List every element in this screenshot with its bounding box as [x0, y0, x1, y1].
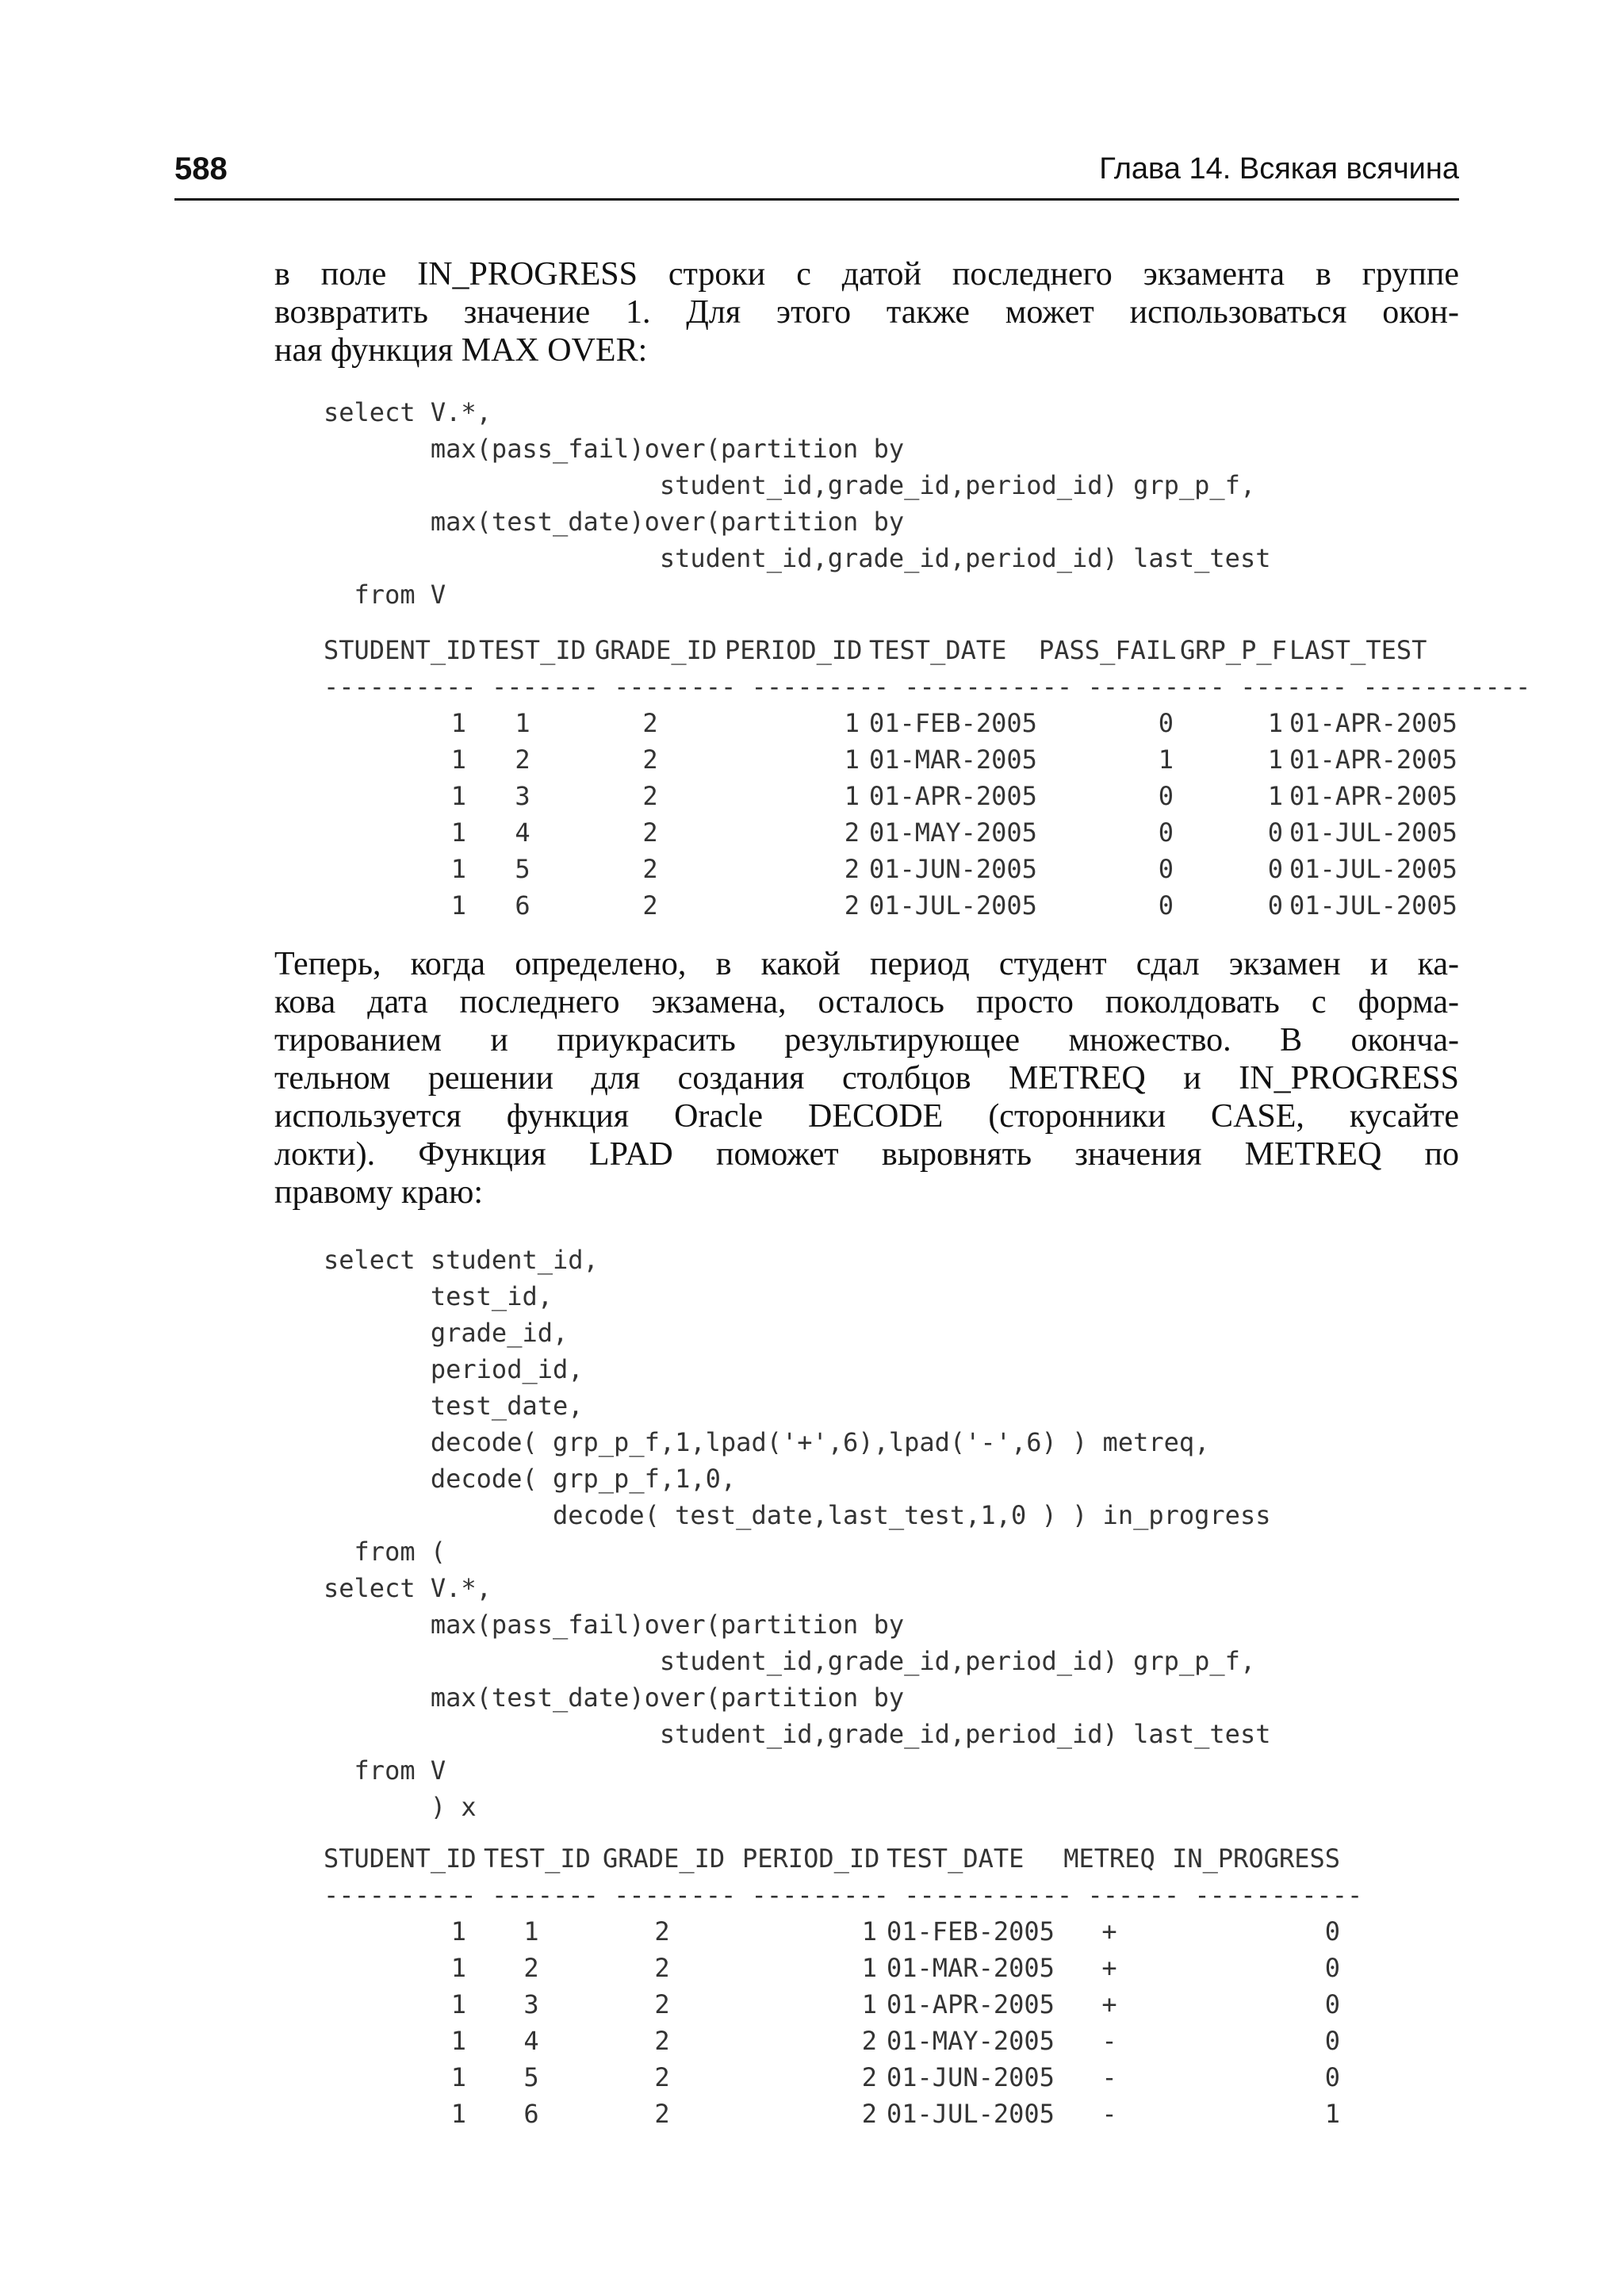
separator-cell: ----------- — [1362, 672, 1531, 702]
running-header — [174, 147, 1459, 201]
separator-cell: ----------- — [904, 1880, 1073, 1910]
text-line: Теперь, когда определено, в какой период студент сдал экзамен и ка- — [274, 946, 1459, 982]
table-cell: 1 — [1267, 781, 1283, 811]
table-cell: 2 — [642, 781, 658, 811]
table-cell: 0 — [1158, 890, 1174, 921]
table-cell: 1 — [450, 781, 466, 811]
table-cell: 0 — [1158, 854, 1174, 884]
table-cell: 2 — [642, 745, 658, 775]
table-cell: 6 — [515, 890, 530, 921]
code-line: student_id,grade_id,period_id) grp_p_f, — [324, 1646, 1256, 1676]
table-cell: 01-JUL-2005 — [869, 890, 1037, 921]
table-cell: 1 — [450, 1953, 466, 1983]
code-line: student_id,grade_id,period_id) last_test — [324, 543, 1271, 573]
table-cell: 0 — [1324, 1989, 1340, 2019]
table-cell: 01-JUN-2005 — [869, 854, 1037, 884]
table-cell: 01-APR-2005 — [1289, 781, 1457, 811]
table-cell: 1 — [844, 781, 860, 811]
separator-cell: -------- — [614, 672, 737, 702]
table-cell: 2 — [844, 890, 860, 921]
code-line: max(pass_fail)over(partition by — [324, 1610, 905, 1640]
table-cell: 0 — [1324, 2026, 1340, 2056]
table-cell: 0 — [1267, 854, 1283, 884]
table-cell: 1 — [1267, 708, 1283, 738]
column-header: GRADE_ID — [603, 1843, 726, 1874]
table-cell: 2 — [654, 2099, 670, 2129]
table-cell: 0 — [1324, 1916, 1340, 1947]
table-cell: 2 — [861, 2062, 877, 2092]
table-cell: 0 — [1158, 708, 1174, 738]
chapter-title: Глава 14. Всякая всячина — [1099, 152, 1459, 186]
column-header: PERIOD_ID — [742, 1843, 880, 1874]
text-line: ная функция MAX OVER: — [274, 332, 648, 369]
code-line: select V.*, — [324, 1573, 492, 1603]
page-number: 588 — [174, 151, 228, 186]
column-header: TEST_DATE — [869, 635, 1007, 665]
table-cell: 2 — [654, 2026, 670, 2056]
code-line: period_id, — [324, 1354, 584, 1384]
table-cell: 1 — [450, 708, 466, 738]
separator-cell: --------- — [751, 1880, 889, 1910]
table-cell: 01-MAR-2005 — [887, 1953, 1055, 1983]
column-header: TEST_ID — [479, 635, 586, 665]
table-cell: 2 — [642, 708, 658, 738]
table-cell: 0 — [1267, 817, 1283, 848]
separator-cell: ----------- — [1194, 1880, 1363, 1910]
code-line: student_id,grade_id,period_id) last_test — [324, 1719, 1271, 1749]
table-cell: 1 — [861, 1989, 877, 2019]
table-cell: 6 — [523, 2099, 539, 2129]
table-cell: 4 — [523, 2026, 539, 2056]
table-cell: 3 — [523, 1989, 539, 2019]
separator-cell: --------- — [751, 672, 889, 702]
paragraph-intro — [274, 255, 1459, 369]
separator-cell: ---------- — [324, 1880, 477, 1910]
table-cell: 01-MAY-2005 — [887, 2026, 1055, 2056]
code-line: ) x — [324, 1792, 477, 1822]
code-line: select V.*, — [324, 397, 492, 427]
table-cell: 2 — [861, 2026, 877, 2056]
column-header: TEST_DATE — [887, 1843, 1025, 1874]
table-cell: 2 — [844, 854, 860, 884]
column-header: LAST_TEST — [1289, 635, 1427, 665]
table-cell: 01-APR-2005 — [887, 1989, 1055, 2019]
text-line: тированием и приукрасить результирующее множество. В оконча- — [274, 1022, 1459, 1058]
table-cell: 01-MAY-2005 — [869, 817, 1037, 848]
table-cell: 2 — [654, 1916, 670, 1947]
code-listing-max-over — [324, 394, 1270, 613]
table-cell: + — [1101, 1989, 1117, 2019]
table-cell: 2 — [642, 854, 658, 884]
table-cell: 01-JUL-2005 — [1289, 817, 1457, 848]
code-line: from ( — [324, 1537, 446, 1567]
table-cell: 2 — [861, 2099, 877, 2129]
table-cell: + — [1101, 1953, 1117, 1983]
table-cell: 01-FEB-2005 — [869, 708, 1037, 738]
table-cell: 01-FEB-2005 — [887, 1916, 1055, 1947]
table-cell: 1 — [450, 2099, 466, 2129]
text-line: в поле IN_PROGRESS строки с датой последнего экзамента в группе — [274, 256, 1459, 293]
table-cell: 01-APR-2005 — [869, 781, 1037, 811]
code-line: max(test_date)over(partition by — [324, 507, 905, 537]
code-line: decode( grp_p_f,1,0, — [324, 1464, 737, 1494]
separator-cell: ----------- — [904, 672, 1073, 702]
table-cell: 0 — [1267, 890, 1283, 921]
code-line: select student_id, — [324, 1245, 599, 1275]
column-header: TEST_ID — [484, 1843, 591, 1874]
table-cell: 01-JUL-2005 — [887, 2099, 1055, 2129]
table-cell: 2 — [654, 1953, 670, 1983]
separator-cell: ------- — [491, 672, 599, 702]
text-line: правому краю: — [274, 1174, 484, 1211]
code-line: max(test_date)over(partition by — [324, 1682, 905, 1713]
table-cell: 01-APR-2005 — [1289, 745, 1457, 775]
table-cell: 2 — [844, 817, 860, 848]
table-cell: 1 — [861, 1916, 877, 1947]
table-cell: 2 — [654, 2062, 670, 2092]
table-cell: 1 — [1324, 2099, 1340, 2129]
separator-cell: -------- — [614, 1880, 737, 1910]
table-cell: 01-JUL-2005 — [1289, 890, 1457, 921]
table-cell: - — [1101, 2099, 1117, 2129]
code-line: grade_id, — [324, 1318, 569, 1348]
column-header: STUDENT_ID — [324, 1843, 477, 1874]
column-header: PASS_FAIL — [1039, 635, 1177, 665]
table-cell: 1 — [450, 1916, 466, 1947]
table-cell: 3 — [515, 781, 530, 811]
table-cell: 01-APR-2005 — [1289, 708, 1457, 738]
text-line: возвратить значение 1. Для этого также может использоваться окон- — [274, 294, 1459, 331]
table-cell: 0 — [1158, 817, 1174, 848]
table-cell: 01-MAR-2005 — [869, 745, 1037, 775]
code-line: decode( grp_p_f,1,lpad('+',6),lpad('-',6) ) metreq, — [324, 1427, 1210, 1457]
text-line: кова дата последнего экзамена, осталось просто поколдовать с форма- — [274, 984, 1459, 1020]
table-cell: 1 — [844, 708, 860, 738]
table-cell: 0 — [1158, 781, 1174, 811]
table-cell: 1 — [1267, 745, 1283, 775]
code-line: from V — [324, 1755, 446, 1786]
column-header: GRP_P_F — [1180, 635, 1287, 665]
table-cell: 1 — [861, 1953, 877, 1983]
column-header: METREQ — [1063, 1843, 1155, 1874]
table-cell: 2 — [642, 890, 658, 921]
table-cell: 2 — [515, 745, 530, 775]
code-line: test_id, — [324, 1281, 553, 1311]
table-cell: 2 — [523, 1953, 539, 1983]
table-cell: - — [1101, 2026, 1117, 2056]
table-cell: 1 — [450, 1989, 466, 2019]
text-line: локти). Функция LPAD поможет выровнять значения METREQ по — [274, 1136, 1459, 1173]
code-line: from V — [324, 580, 446, 610]
table-cell: - — [1101, 2062, 1117, 2092]
table-cell: 4 — [515, 817, 530, 848]
table-cell: 1 — [450, 890, 466, 921]
column-header: GRADE_ID — [595, 635, 718, 665]
code-line: student_id,grade_id,period_id) grp_p_f, — [324, 470, 1256, 500]
table-cell: 1 — [523, 1916, 539, 1947]
table-cell: + — [1101, 1916, 1117, 1947]
code-line: test_date, — [324, 1391, 584, 1421]
separator-cell: ------ — [1087, 1880, 1180, 1910]
column-header: IN_PROGRESS — [1172, 1843, 1340, 1874]
table-cell: 1 — [450, 854, 466, 884]
table-cell: 1 — [1158, 745, 1174, 775]
text-line: тельном решении для создания столбцов METREQ и IN_PROGRESS — [274, 1060, 1459, 1097]
table-cell: 1 — [450, 817, 466, 848]
code-line: decode( test_date,last_test,1,0 ) ) in_progress — [324, 1500, 1271, 1530]
table-cell: 2 — [642, 817, 658, 848]
separator-cell: ------- — [491, 1880, 599, 1910]
table-cell: 1 — [515, 708, 530, 738]
code-listing-decode — [324, 1242, 1270, 1825]
table-cell: 5 — [523, 2062, 539, 2092]
column-header: PERIOD_ID — [725, 635, 863, 665]
column-header: STUDENT_ID — [324, 635, 477, 665]
table-cell: 5 — [515, 854, 530, 884]
table-cell: 01-JUN-2005 — [887, 2062, 1055, 2092]
code-line: max(pass_fail)over(partition by — [324, 434, 905, 464]
table-cell: 2 — [654, 1989, 670, 2019]
separator-cell: --------- — [1087, 672, 1225, 702]
table-cell: 0 — [1324, 1953, 1340, 1983]
table-cell: 1 — [450, 745, 466, 775]
table-cell: 0 — [1324, 2062, 1340, 2092]
table-cell: 01-JUL-2005 — [1289, 854, 1457, 884]
paragraph-explanation — [274, 945, 1459, 1212]
table-cell: 1 — [450, 2026, 466, 2056]
table-cell: 1 — [450, 2062, 466, 2092]
text-line: используется функция Oracle DECODE (сторонники CASE, кусайте — [274, 1098, 1459, 1135]
table-cell: 1 — [844, 745, 860, 775]
separator-cell: ---------- — [324, 672, 477, 702]
separator-cell: ------- — [1240, 672, 1348, 702]
